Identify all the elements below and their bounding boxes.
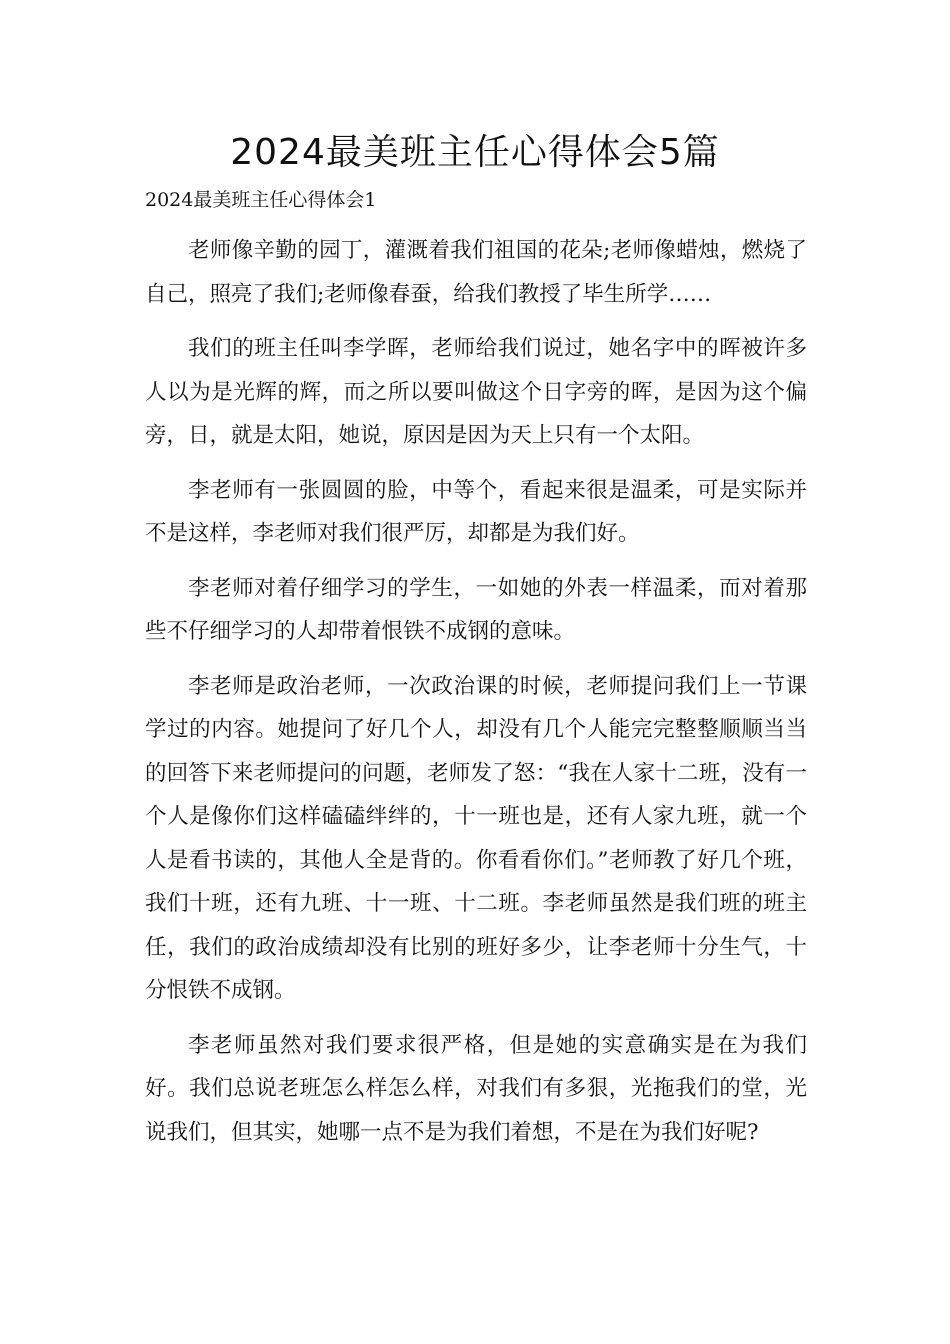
paragraph-5: 李老师是政治老师，一次政治课的时候，老师提问我们上一节课学过的内容。她提问了好几个人，却没有几个人能完完整整顺顺当当的回答下来老师提问的问题，老师发了怒：“我在人家十二班，没有一个人是像你们这样磕磕绊绊的，十一班也是，还有人家九班，就一个人是看书读的，其他人全是背的。你看看你们。”老师教了好几个班，我们十班，还有九班、十一班、十二班。李老师虽然是我们班的班主任，我们的政治成绩却没有比别的班好多少，让李老师十分生气，十分恨铁不成钢。 xyxy=(145,673,807,1003)
section-title: 2024最美班主任心得体会1 xyxy=(145,189,377,211)
paragraph-1: 老师像辛勤的园丁，灌溉着我们祖国的花朵;老师像蜡烛，燃烧了自己，照亮了我们;老师像春蚕，给我们教授了毕生所学…… xyxy=(145,238,807,307)
paragraph-3: 李老师有一张圆圆的脸，中等个，看起来很是温柔，可是实际并不是这样，李老师对我们很严厉，却都是为我们好。 xyxy=(145,477,807,546)
paragraph-4: 李老师对着仔细学习的学生，一如她的外表一样温柔，而对着那些不仔细学习的人却带着恨铁不成钢的意味。 xyxy=(145,575,807,644)
paragraph-6: 李老师虽然对我们要求很严格，但是她的实意确实是在为我们好。我们总说老班怎么样怎么样，对我们有多狠，光拖我们的堂，光说我们，但其实，她哪一点不是为我们着想，不是在为我们好呢? xyxy=(145,1032,807,1145)
paragraph-2: 我们的班主任叫李学晖，老师给我们说过，她名字中的晖被许多人以为是光辉的辉，而之所以要叫做这个日字旁的晖，是因为这个偏旁，日，就是太阳，她说，原因是因为天上只有一个太阳。 xyxy=(145,336,807,448)
document-body xyxy=(145,229,807,1165)
document-title: 2024最美班主任心得体会5篇 xyxy=(230,132,720,173)
